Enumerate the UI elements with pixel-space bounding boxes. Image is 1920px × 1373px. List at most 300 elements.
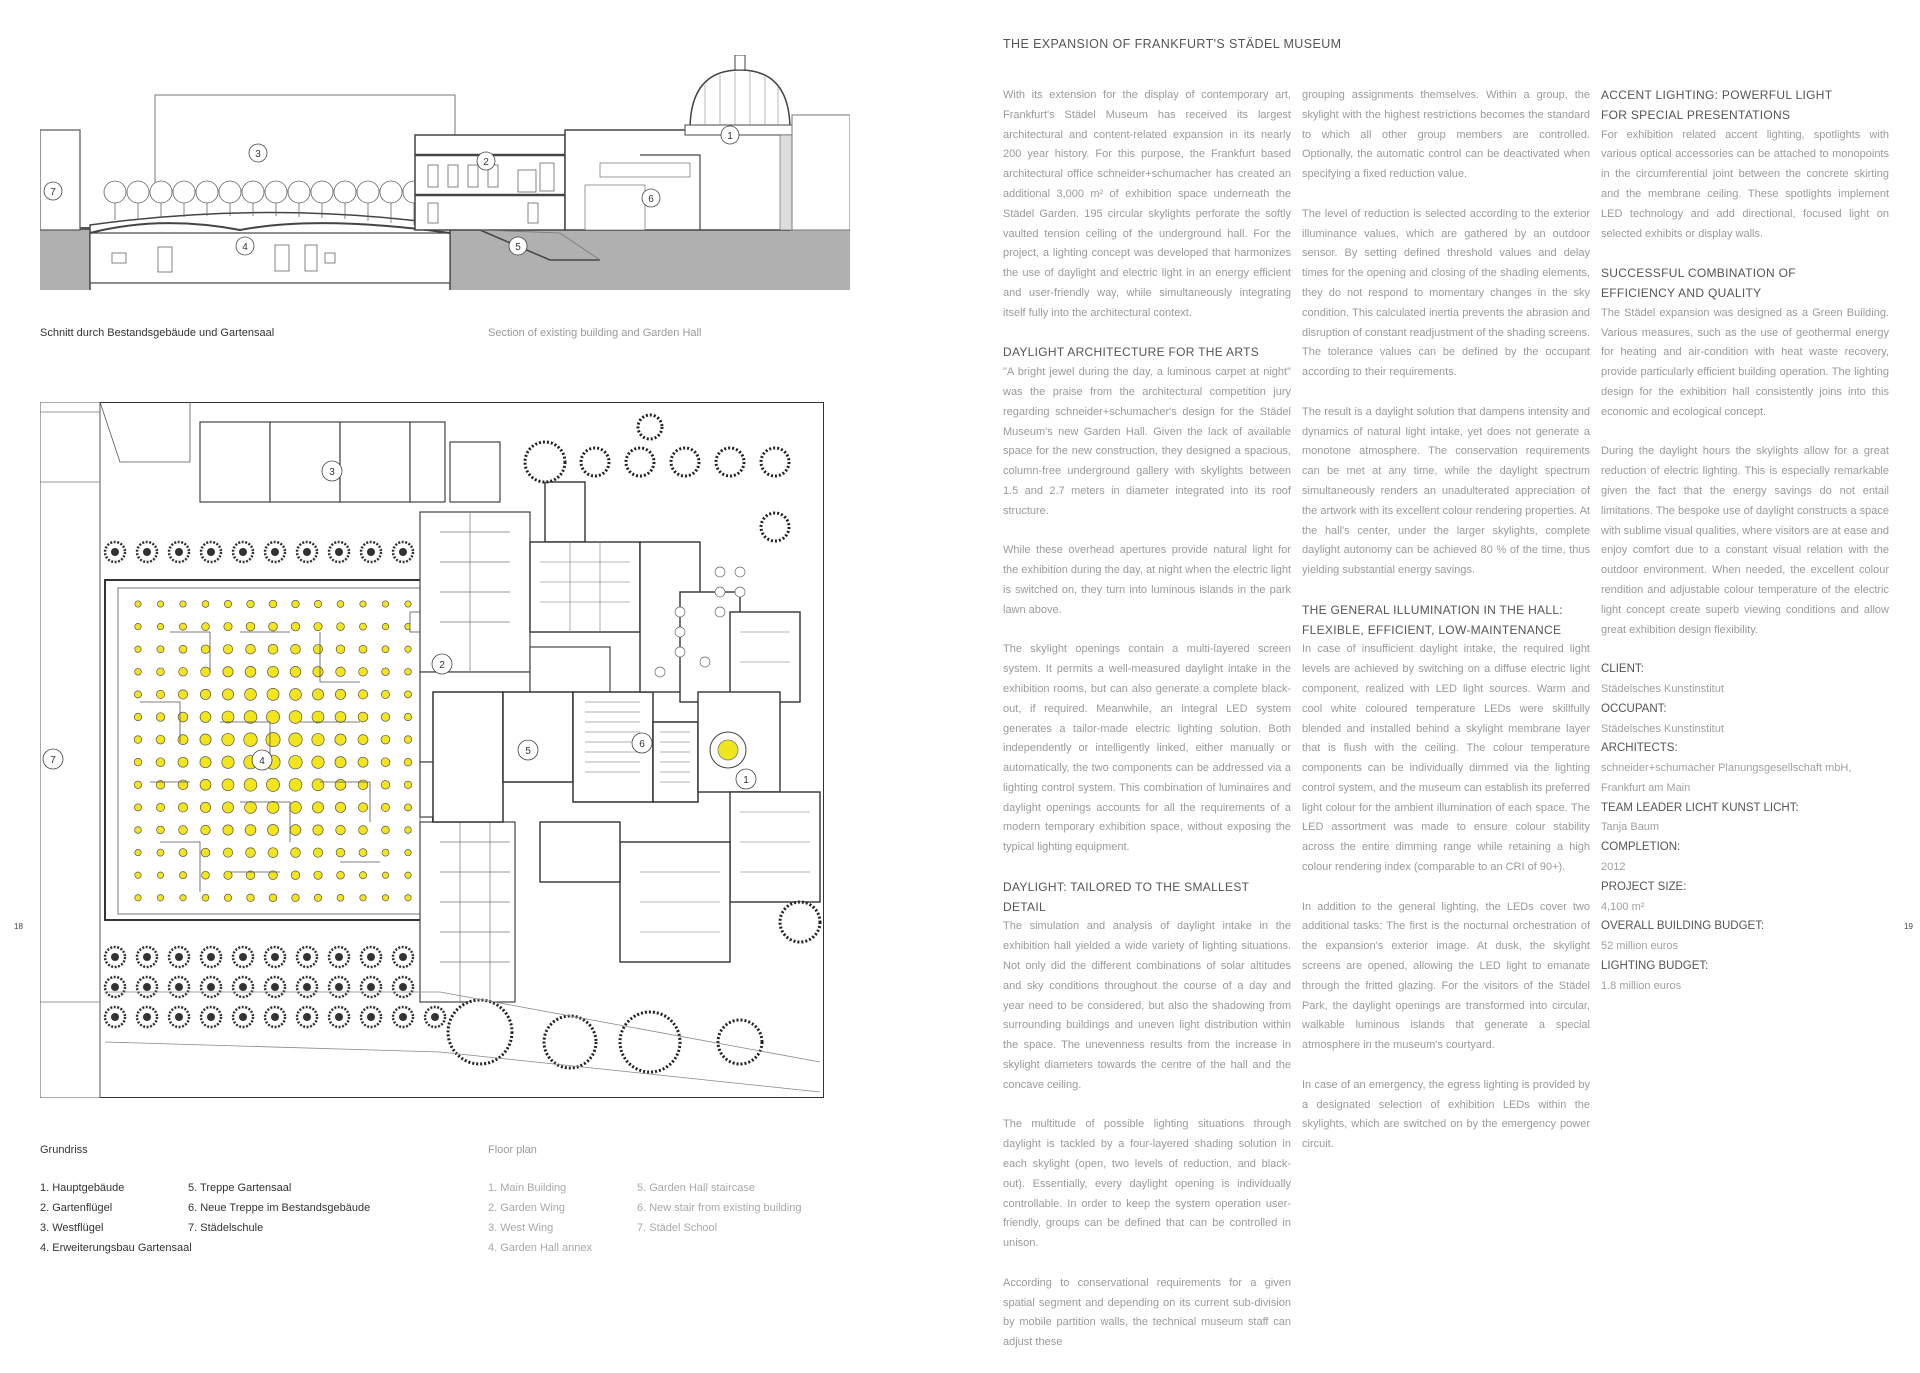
skylight [179, 826, 188, 835]
tree [525, 442, 565, 482]
tree-trunk [239, 548, 247, 556]
skylight [245, 802, 257, 814]
skylight [290, 825, 301, 836]
skylight [180, 601, 186, 607]
skylight [179, 623, 186, 630]
section-heading: SUCCESSFUL COMBINATION OF [1601, 266, 1796, 281]
plan-caption-en: Floor plan [488, 1144, 537, 1156]
skylight [245, 825, 256, 836]
section-marker-label-6: 6 [648, 194, 654, 205]
body-paragraph: In addition to the general lighting, the LEDs cover two additional tasks: The first is the nocturnal orchestration of the expansion's exterior image. At dusk, the skylight screens are opened, allowing the LED light to emanate through the fritted glazing. For the visitors of the Städel Park, the daylight openings are transformed into circular, walkable luminous islands that generate a special atmosphere in the museum's courtyard. [1302, 900, 1590, 1052]
skylight [336, 645, 345, 654]
plan-marker-label-6: 6 [639, 739, 645, 750]
skylight [200, 689, 210, 699]
skylight [292, 894, 300, 902]
legend-en-col2 [637, 1178, 801, 1238]
skylight [179, 872, 186, 879]
tree [671, 448, 699, 476]
fact-label: OVERALL BUILDING BUDGET: [1601, 920, 1765, 933]
tree-trunk [335, 983, 343, 991]
skylight [290, 802, 302, 814]
legend-en-col1 [488, 1178, 592, 1258]
legend-item: 7. Städelschule [188, 1222, 264, 1234]
skylight [246, 644, 256, 654]
skylight [291, 622, 300, 631]
tree-trunk [303, 953, 311, 961]
skylight [359, 826, 368, 835]
skylight [200, 734, 211, 745]
skylight [290, 689, 302, 701]
skylight [201, 825, 211, 835]
skylight [223, 645, 232, 654]
body-paragraph: "A bright jewel during the day, a luminous carpet at night" was the praise from the architectural competition jury regarding schneider+schumacher's design for the Städel Museum's new Garden Hall. Given the lack of available space for the new construction, they designed a spacious, column-free underground gallery with skylights between 1.5 and 2.7 meters in diameter integrated into its roof structure. [1003, 366, 1291, 517]
plan-marker-label-1: 1 [743, 775, 749, 786]
skylight [223, 848, 232, 857]
fact-value: Städelsches Kunstinstitut [1601, 682, 1724, 695]
skylight [156, 758, 165, 767]
legend-item: 1. Hauptgebäude [40, 1182, 125, 1194]
legend-item: 2. Garden Wing [488, 1202, 566, 1214]
skylight [180, 895, 186, 901]
skylight [156, 803, 164, 811]
section-drawing [40, 55, 850, 290]
tree-trunk [399, 1013, 407, 1021]
skylight [178, 780, 188, 790]
tree-trunk [175, 548, 183, 556]
page-number-right: 19 [1904, 922, 1913, 931]
skylight [156, 735, 165, 744]
tree [626, 448, 654, 476]
skylight [289, 711, 302, 724]
skylight [223, 825, 233, 835]
skylight [269, 894, 277, 902]
legend-item: 4. Garden Hall annex [488, 1242, 592, 1254]
skylight [135, 646, 141, 652]
section-caption-en: Section of existing building and Garden Hall [488, 327, 702, 339]
fact-label: PROJECT SIZE: [1601, 880, 1687, 893]
body-paragraph: While these overhead apertures provide natural light for the exhibition during the day, at night when the electric light is switched on, they turn into luminous islands in the park lawn above. [1003, 544, 1291, 616]
section-marker-label-2: 2 [483, 157, 489, 168]
fact-label: CLIENT: [1601, 663, 1644, 676]
tree [761, 513, 789, 541]
skylight [289, 755, 302, 768]
skylight [381, 780, 390, 789]
skylight [405, 895, 411, 901]
skylight [200, 712, 211, 723]
skylight [335, 689, 345, 699]
article-header: THE EXPANSION OF FRANKFURT'S STÄDEL MUSEUM [1003, 37, 1342, 51]
tree-trunk [335, 548, 343, 556]
skylight [404, 804, 411, 811]
tree-trunk [143, 1013, 151, 1021]
main-dome-skylight [718, 740, 738, 760]
plan-caption-de: Grundriss [40, 1144, 88, 1156]
skylight [405, 646, 411, 652]
skylight [404, 781, 411, 788]
skylight [382, 668, 390, 676]
tree-trunk [271, 548, 279, 556]
body-paragraph: The result is a daylight solution that dampens intensity and dynamics of natural light intake, yet does not generate a monotone atmosphere. The conservation requirements can be met at any time, while the daylight spectrum simultaneously renders an unadulterated appreciation of the artwork with its excellent colour rendering properties. At the hall's center, under the larger skylights, complete daylight autonomy can be achieved 80 % of the time, thus yielding substantial energy savings. [1302, 405, 1590, 577]
section-caption-de: Schnitt durch Bestandsgebäude und Gartensaal [40, 327, 275, 339]
fact-label: ARCHITECTS: [1601, 742, 1678, 755]
legend-item: 7. Städel School [637, 1222, 718, 1234]
tree-trunk [335, 953, 343, 961]
legend-item: 4. Erweiterungsbau Gartensaal [40, 1242, 192, 1254]
legend-item: 6. New stair from existing building [637, 1202, 802, 1214]
skylight [405, 601, 411, 607]
skylight [404, 758, 412, 766]
skylight [337, 623, 345, 631]
skylight [224, 600, 231, 607]
skylight [135, 872, 141, 878]
skylight [178, 735, 188, 745]
body-paragraph: The Städel expansion was designed as a Green Building. Various measures, such as the use of geothermal energy for heating and air-condition with heat waste recovery, provide particularly efficient building operation. The lighting design for the exhibition hall consistently joins into this economic and ecological concept. [1601, 306, 1889, 418]
tree-trunk [271, 983, 279, 991]
tree-trunk [111, 548, 119, 556]
tree [761, 448, 789, 476]
skylight [222, 711, 234, 723]
tree-trunk [143, 548, 151, 556]
text-column-1 [1003, 86, 1291, 1373]
skylight [134, 691, 141, 698]
tree-row-bottom [105, 947, 445, 1027]
tree-trunk [399, 953, 407, 961]
skylight [202, 871, 210, 879]
skylight [134, 736, 142, 744]
skylight [135, 601, 141, 607]
fact-label: OCCUPANT: [1601, 702, 1667, 715]
tree-trunk [367, 953, 375, 961]
tree-trunk [431, 1013, 439, 1021]
skylight [268, 666, 279, 677]
left-page [0, 0, 960, 1284]
skylight [358, 780, 368, 790]
skylight [222, 802, 233, 813]
section-heading: THE GENERAL ILLUMINATION IN THE HALL: [1302, 602, 1563, 617]
skylight [201, 645, 210, 654]
tree-trunk [271, 953, 279, 961]
skylight [201, 667, 211, 677]
skylight [359, 645, 367, 653]
garden-hall-outline [105, 580, 433, 920]
tree [780, 902, 820, 942]
floor-plan-drawing [40, 402, 824, 1098]
body-paragraph: With its extension for the display of contemporary art, Frankfurt's Städel Museum has received its largest architectural and content-related expansion in its nearly 200 year history. For this purpose, the Frankfurt based architectural office schneider+schumacher has created an additional 3,000 m² of exhibition space underneath the Städel Garden. 195 circular skylights perforate the softly vaulted tension ceiling of the underground hall. For the project, a lighting concept was developed that harmonizes the use of daylight and electric light in an energy efficient and user-friendly way, while simultaneously integrating itself fully into the architectural context. [1003, 89, 1291, 319]
tree-trunk [367, 983, 375, 991]
skylight [200, 779, 211, 790]
tree-trunk [111, 983, 119, 991]
skylight [201, 848, 210, 857]
fact-value: Städelsches Kunstinstitut [1601, 722, 1724, 735]
skylight [405, 668, 412, 675]
skylight [268, 825, 279, 836]
body-paragraph: The multitude of possible lighting situations through daylight is tackled by a four-layered shading solution in each skylight (open, two levels of reduction, and black-out). Essentially, every daylight opening is individually controllable. In order to keep the system operation user-friendly, groups can be defined that can be controlled in unison. [1003, 1118, 1291, 1250]
section-heading: ACCENT LIGHTING: POWERFUL LIGHT [1601, 88, 1833, 102]
plan-marker-label-5: 5 [525, 746, 531, 757]
skylight [312, 733, 324, 745]
skylight [224, 894, 231, 901]
tree-trunk [143, 953, 151, 961]
tree-trunk [367, 548, 375, 556]
tree-trunk [239, 983, 247, 991]
skylight [290, 666, 301, 677]
skylight [157, 623, 163, 629]
section-heading: FLEXIBLE, EFFICIENT, LOW-MAINTENANCE [1302, 622, 1562, 637]
legend-item: 5. Garden Hall staircase [637, 1182, 755, 1194]
skylight [267, 688, 279, 700]
section-marker-label-7: 7 [50, 187, 56, 198]
skylight [358, 690, 367, 699]
skylight [359, 623, 366, 630]
fact-value: 2012 [1601, 861, 1626, 874]
tree [581, 448, 609, 476]
skylight [381, 758, 390, 767]
skylight [312, 779, 324, 791]
skylight [358, 712, 368, 722]
skylight [381, 690, 389, 698]
text-column-2 [1302, 86, 1590, 1175]
skylight [382, 601, 388, 607]
skylight [312, 756, 324, 768]
skylight [359, 872, 366, 879]
skylight [359, 667, 368, 676]
skylight [266, 778, 279, 791]
skylight [224, 622, 232, 630]
skylight [381, 713, 390, 722]
skylight [157, 668, 165, 676]
skylight [360, 895, 366, 901]
tree-trunk [207, 983, 215, 991]
skylight [404, 713, 411, 720]
skylight [335, 712, 346, 723]
legend-item: 5. Treppe Gartensaal [188, 1182, 292, 1194]
fact-label: TEAM LEADER LICHT KUNST LICHT: [1601, 801, 1799, 814]
skylight [358, 735, 368, 745]
skylight [134, 758, 142, 766]
skylight [382, 895, 388, 901]
skylight [289, 733, 302, 746]
skylight [292, 600, 300, 608]
skylight [157, 646, 164, 653]
legend-item: 1. Main Building [488, 1182, 567, 1194]
skylight [244, 778, 257, 791]
skylight [335, 802, 345, 812]
tree-trunk [399, 983, 407, 991]
skylight [335, 779, 346, 790]
tree-trunk [399, 548, 407, 556]
skylight [266, 732, 280, 746]
legend-item: 2. Gartenflügel [40, 1202, 113, 1214]
skylight [202, 601, 209, 608]
skylight [335, 757, 346, 768]
skylight [223, 667, 233, 677]
tree [718, 1020, 762, 1064]
skylight [179, 645, 187, 653]
skylight [314, 622, 322, 630]
tree [448, 1000, 512, 1064]
tree [716, 448, 744, 476]
skylight [135, 623, 141, 629]
legend-item: 3. Westflügel [40, 1222, 104, 1234]
body-paragraph: In case of an emergency, the egress lighting is provided by a designated selection of exhibition LEDs within the skylights, which are switched on by the emergency power circuit. [1302, 1078, 1590, 1151]
body-paragraph: grouping assignments themselves. Within a group, the skylight with the highest restrictions becomes the standard to which all other group members are controlled. Optionally, the automatic control can be deactivated when specifying a fixed reduction value. [1302, 89, 1590, 181]
tree-trunk [111, 1013, 119, 1021]
section-heading: FOR SPECIAL PRESENTATIONS [1601, 107, 1791, 122]
skylight [157, 849, 164, 856]
text-column-3 [1601, 86, 1889, 997]
skylight [269, 600, 277, 608]
tree-trunk [175, 1013, 183, 1021]
tree-trunk [303, 983, 311, 991]
skylight [269, 622, 278, 631]
fact-value: Frankfurt am Main [1601, 781, 1691, 794]
tree-trunk [207, 548, 215, 556]
skylight [246, 622, 255, 631]
skylight [314, 600, 321, 607]
plan-marker-label-2: 2 [439, 660, 445, 671]
skylight [135, 849, 141, 855]
section-marker-label-3: 3 [255, 149, 261, 160]
skylight [291, 871, 300, 880]
skylight [178, 712, 188, 722]
legend-de-col1 [40, 1178, 192, 1258]
skylight [381, 803, 389, 811]
skylight [267, 801, 279, 813]
skylight [134, 804, 141, 811]
skylight [337, 871, 345, 879]
skylight [268, 644, 278, 654]
skylight [245, 689, 257, 701]
skylight [179, 667, 188, 676]
skylight [157, 826, 165, 834]
page-number-left: 18 [14, 922, 23, 931]
skylight [336, 825, 346, 835]
skylight [157, 601, 163, 607]
skylight [382, 646, 389, 653]
fact-value: 52 million euros [1601, 940, 1679, 953]
skylight [178, 690, 187, 699]
skylight [157, 872, 163, 878]
skylight [313, 667, 323, 677]
tree-trunk [303, 1013, 311, 1021]
skylight [381, 735, 390, 744]
skylight [404, 736, 412, 744]
fact-value: 4,100 m² [1601, 900, 1645, 913]
legend-item: 6. Neue Treppe im Bestandsgebäude [188, 1202, 371, 1214]
plan-marker-label-4: 4 [259, 756, 265, 767]
body-paragraph: According to conservational requirements for a given spatial segment and depending on its current sub-division by mobile partition walls, the technical museum staff can adjust these [1003, 1276, 1291, 1349]
section-marker-label-4: 4 [242, 242, 248, 253]
skylight [135, 895, 141, 901]
tree-trunk [303, 548, 311, 556]
skylight [313, 645, 322, 654]
skylight [135, 827, 142, 834]
tree [544, 1016, 596, 1068]
skylight [156, 713, 165, 722]
skylight [382, 872, 388, 878]
skylight [247, 894, 255, 902]
body-paragraph: The simulation and analysis of daylight intake in the exhibition hall yielded a wide variety of lighting situations. Not only did the different combinations of solar altitudes and sky conditions throughout the course of a day and year need to be considered, but also the shadowing from surrounding buildings and uneven light distribution within the space. The unevenness results from the increase in skylight diameters towards the centre of the hall and the concave ceiling. [1003, 920, 1291, 1091]
section-heading: DAYLIGHT ARCHITECTURE FOR THE ARTS [1003, 345, 1260, 360]
skylight [336, 667, 346, 677]
skylight [156, 690, 164, 698]
skylight [405, 872, 411, 878]
skylight [359, 849, 367, 857]
fact-value: Tanja Baum [1601, 821, 1660, 834]
fact-label: COMPLETION: [1601, 841, 1681, 854]
tree-trunk [335, 1013, 343, 1021]
body-paragraph: During the daylight hours the skylights allow for a great reduction of electric lighting. This is especially remarkable given the fact that the energy savings do not entail limitations. The bespoke use of daylight constructs a space with sublime visual qualities, where visitors are at ease and enjoy comfort due to a constant visual relation with the outdoor environment. When needed, the excellent colour rendition and adjustable colour temperature of the electric light concept create superb viewing conditions and allow great exhibition design flexibility. [1601, 445, 1889, 636]
body-paragraph: The skylight openings contain a multi-layered screen system. It permits a well-measured daylight intake in the exhibition rooms, but can also generate a complete black-out, if required. Meanwhile, an integral LED system generates a tailor-made electric lighting solution. Both independently or intelligently linked, either manually or automatically, the two components can be addressed via a lighting control system. This combination of luminaires and daylight openings accounts for all the requirements of a modern temporary exhibition space, without exposing the typical lighting equipment. [1003, 643, 1291, 854]
section-heading: EFFICIENCY AND QUALITY [1601, 285, 1762, 300]
section-marker-label-5: 5 [515, 242, 521, 253]
section-marker-label-1: 1 [727, 131, 733, 142]
tree-trunk [207, 953, 215, 961]
skylight [200, 802, 210, 812]
skylight [202, 623, 210, 631]
skylight [358, 757, 368, 767]
tree-trunk [111, 953, 119, 961]
skylight [222, 733, 234, 745]
skylight [134, 713, 141, 720]
fact-value: schneider+schumacher Planungsgesellschaft mbH, [1601, 762, 1852, 775]
tree-trunk [207, 1013, 215, 1021]
project-facts [1601, 660, 1889, 997]
fact-label: LIGHTING BUDGET: [1601, 960, 1709, 973]
skylight [178, 803, 187, 812]
skylight [244, 733, 257, 746]
skylight [247, 600, 255, 608]
skylight [312, 802, 323, 813]
skylight [405, 849, 411, 855]
skylight [313, 825, 323, 835]
skylight [179, 849, 187, 857]
tree-trunk [143, 983, 151, 991]
right-page [960, 0, 1920, 1349]
skylight [245, 666, 256, 677]
skylight [314, 871, 322, 879]
skylight [360, 601, 366, 607]
tree-trunk [367, 1013, 375, 1021]
skylight [268, 848, 278, 858]
skylight [291, 848, 301, 858]
skylight [405, 827, 412, 834]
skylight [404, 691, 411, 698]
tree-trunk [239, 953, 247, 961]
body-paragraph: For exhibition related accent lighting, spotlights with various optical accessories can be attached to monopoints in the circumferential joint between the concrete skirting and the membrane ceiling. These spotlights implement LED technology and add directional, focused light on selected exhibits or display walls. [1601, 128, 1889, 240]
body-paragraph: In case of insufficient daylight intake, the required light levels are achieved by switching on a diffuse electric light component, realized with LED light sources. Warm and cool white coloured temperature LEDs were skillfully blended and installed behind a skylight membrane layer that is flush with the ceiling. The colour temperature components can be individually dimmed via the lighting control system, and the museum can establish its preferred light colour for the ambient illumination of each space. The LED assortment was made to ensure colour stability across the entire dimming range while retaining a high colour rendering index (comparable to an CRI of 90+). [1302, 643, 1590, 874]
skylight [202, 894, 209, 901]
skylight [335, 734, 346, 745]
tree-trunk [271, 1013, 279, 1021]
skylight [382, 623, 388, 629]
skylight [336, 848, 345, 857]
skylight [246, 848, 256, 858]
legend-item: 3. West Wing [488, 1222, 554, 1234]
plan-marker-label-7: 7 [50, 755, 56, 766]
tree-trunk [175, 983, 183, 991]
skylight [291, 644, 301, 654]
plan-marker-label-3: 3 [329, 467, 335, 478]
skylight [314, 894, 321, 901]
tree [620, 1012, 680, 1072]
skylight [312, 711, 324, 723]
skylight [337, 601, 344, 608]
skylight [382, 849, 389, 856]
fact-value: 1.8 million euros [1601, 979, 1682, 992]
skylight [178, 757, 188, 767]
tree-trunk [239, 1013, 247, 1021]
